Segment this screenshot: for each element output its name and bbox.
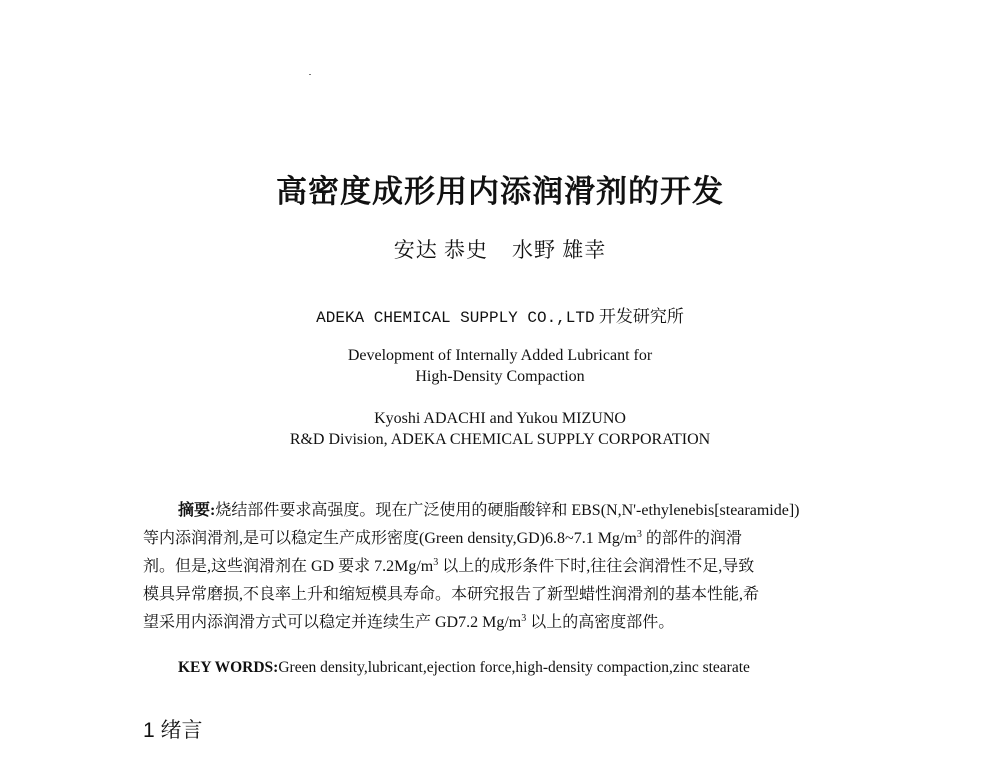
abstract-line [143,609,860,637]
paper-title-chinese: 高密度成形用内添润滑剂的开发 [276,174,724,209]
abstract-text: 的部件的润滑 [641,530,742,547]
abstract-line: 模具异常磨损,不良率上升和缩短模具寿命。本研究报告了新型蜡性润滑剂的基本性能,希 [143,586,760,603]
author-1-chinese: 安达 恭史 [393,238,488,262]
abstract-text: 以上的成形条件下时,往往会润滑性不足,导致 [438,558,755,575]
abstract-text: 剂。但是,这些润滑剂在 GD 要求 7.2Mg/m [143,558,434,575]
abstract-line [143,553,860,581]
author-2-chinese: 水野 雄幸 [512,238,607,262]
superscript: 3 [433,557,439,568]
abstract-label: 摘要: [178,502,216,519]
authors-chinese [0,234,1000,264]
superscript: 3 [636,529,642,540]
affiliation-chinese [0,302,1000,327]
abstract [143,497,860,637]
abstract-text: 望采用内添润滑方式可以稳定并连续生产 GD7.2 Mg/m [143,614,522,631]
authors-english: Kyoshi ADACHI and Yukou MIZUNO [374,410,626,427]
affiliation-department: 开发研究所 [598,307,684,326]
abstract-line [143,497,860,525]
abstract-text: 等内添润滑剂,是可以稳定生产成形密度(Green density,GD)6.8~7.1 Mg/m [143,530,637,547]
abstract-text: 烧结部件要求高强度。现在广泛使用的硬脂酸锌和 EBS(N,N'-ethylenebis[stearamide]) [215,502,800,519]
keywords [178,659,878,677]
abstract-line [143,525,860,553]
paper-title-english-line-2: High-Density Compaction [415,368,585,385]
keywords-text: Green density,lubricant,ejection force,high-density compaction,zinc stearate [278,659,750,676]
keywords-label: KEY WORDS: [178,659,279,676]
affiliation-english: R&D Division, ADEKA CHEMICAL SUPPLY CORPORATION [289,431,711,448]
section-heading: 1 绪言 [143,719,203,742]
paper-title-english-line-1: Development of Internally Added Lubricant for [347,347,653,364]
affiliation-company: ADEKA CHEMICAL SUPPLY CO.,LTD [316,309,595,327]
abstract-text: 以上的高密度部件。 [526,614,675,631]
scan-speck [309,74,311,75]
superscript: 3 [521,613,527,624]
